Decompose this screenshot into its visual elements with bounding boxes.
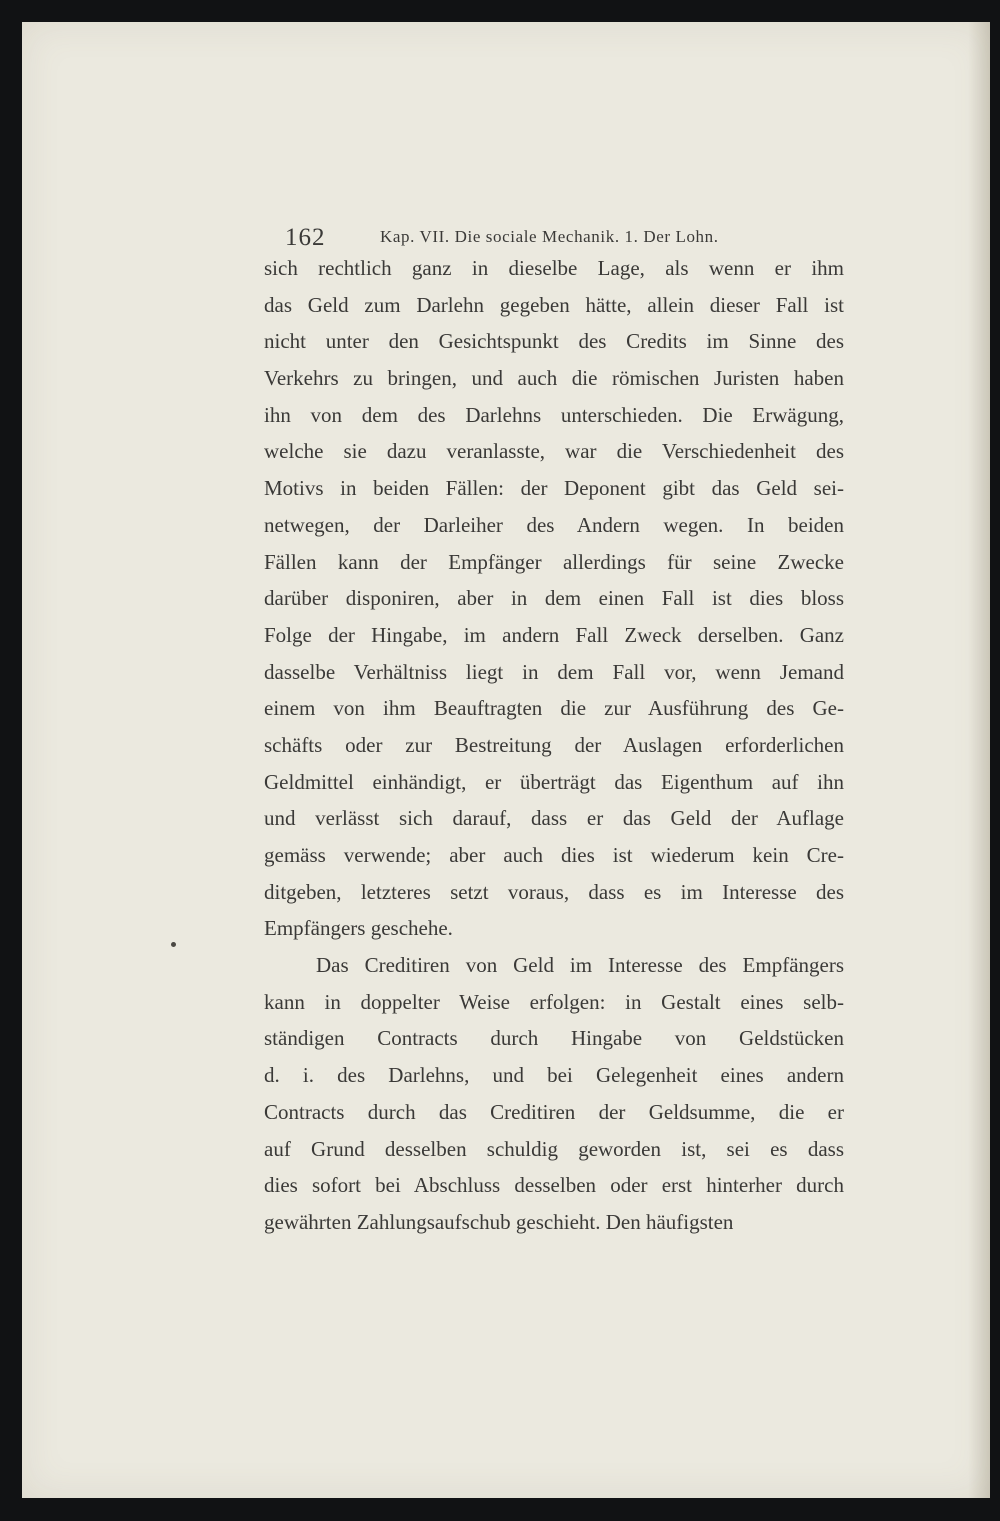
text-line: ditgeben, letzteres setzt voraus, dass es im Interesse des [264,879,844,904]
text-line: und verlässt sich darauf, dass er das Geld der Auflage [264,806,844,831]
text-line: nicht unter den Gesichtspunkt des Credits im Sinne des [264,329,844,354]
paragraph [264,947,844,1241]
text-line: Das Creditiren von Geld im Interesse des Empfängers [316,953,844,978]
margin-dot [171,942,176,947]
text-line: Geldmittel einhändigt, er überträgt das Eigenthum auf ihn [264,769,844,794]
text-line: welche sie dazu veranlasste, war die Verschiedenheit des [264,439,844,464]
paragraph [264,250,844,947]
text-line: Fällen kann der Empfänger allerdings für seine Zwecke [264,549,844,574]
text-line: ihn von dem des Darlehns unterschieden. Die Erwägung, [264,402,844,427]
text-line: Folge der Hingabe, im andern Fall Zweck derselben. Ganz [264,622,844,647]
text-line: kann in doppelter Weise erfolgen: in Gestalt eines selb- [264,989,844,1014]
text-line: das Geld zum Darlehn gegeben hätte, allein dieser Fall ist [264,292,844,317]
running-head: Kap. VII. Die sociale Mechanik. 1. Der Lohn. [380,227,719,246]
text-line: d. i. des Darlehns, und bei Gelegenheit eines andern [264,1063,844,1088]
body-text [264,250,844,1241]
page-number: 162 [285,224,326,251]
text-line: ständigen Contracts durch Hingabe von Geldstücken [264,1026,844,1051]
text-line: dies sofort bei Abschluss desselben oder erst hinterher durch [264,1173,844,1198]
text-line: sich rechtlich ganz in dieselbe Lage, als wenn er ihm [264,256,844,280]
text-line: dasselbe Verhältniss liegt in dem Fall vor, wenn Jemand [264,659,844,684]
text-line: Verkehrs zu bringen, und auch die römischen Juristen haben [264,366,844,391]
text-line: netwegen, der Darleiher des Andern wegen. In beiden [264,512,844,537]
text-line: Motivs in beiden Fällen: der Deponent gibt das Geld sei- [264,476,844,501]
text-line: Contracts durch das Creditiren der Geldsumme, die er [264,1099,844,1124]
text-line: darüber disponiren, aber in dem einen Fall ist dies bloss [264,586,844,611]
text-line: gemäss verwende; aber auch dies ist wiederum kein Cre- [264,843,844,867]
text-line: einem von ihm Beauftragten die zur Ausführung des Ge- [264,696,844,721]
text-line: gewährten Zahlungsaufschub geschieht. Den häufigsten [264,1209,734,1234]
text-line: Empfängers geschehe. [264,916,453,941]
text-line: schäfts oder zur Bestreitung der Auslagen erforderlichen [264,732,844,757]
text-line: auf Grund desselben schuldig geworden ist, sei es dass [264,1136,844,1161]
